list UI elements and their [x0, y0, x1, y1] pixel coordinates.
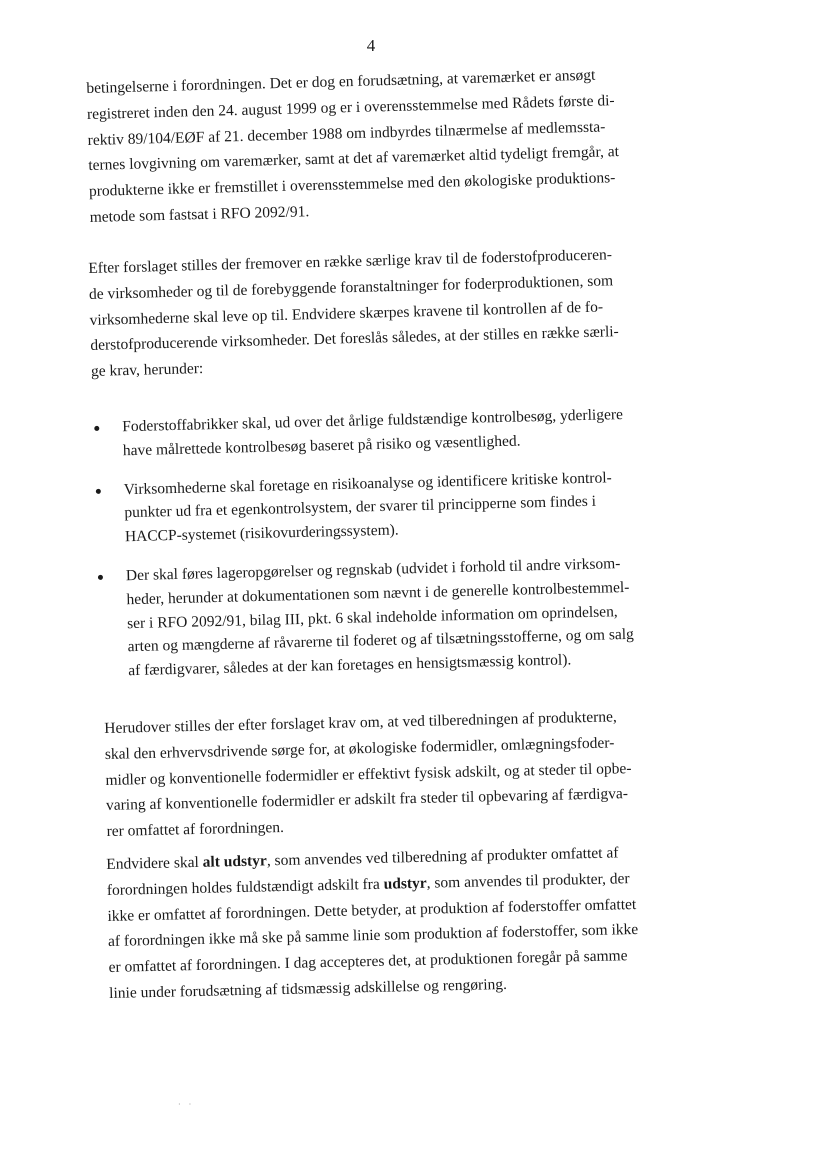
bullet-item [96, 552, 635, 684]
text-line: ternes lovgivning om varemærker, samt at det af varemærket altid tydeligt fremgår, at [88, 143, 620, 175]
text-line: rektiv 89/104/EØF af 21. december 1988 om indbyrdes tilnærmelse af medlemssta- [87, 118, 606, 149]
paragraph-equipment-separation [106, 840, 640, 1007]
text-line: Foderstoffabrikker skal, ud over det årlige fuldstændige kontrolbesøg, yderligere [122, 406, 624, 436]
text-line: derstofproducerende virksomheder. Det foreslås således, at der stilles en række særli- [90, 323, 619, 355]
bullet-icon [96, 488, 101, 493]
text-line: Virksomhederne skal foretage en risikoanalyse og identificere kritiske kontrol- [123, 468, 612, 498]
text-line: Efter forslaget stilles der fremover en række særlige krav til de foderstofproduceren- [88, 246, 613, 277]
text-line: punkter ud fra et egenkontrolsystem, der svarer til principperne som findes i [124, 493, 597, 522]
text-line: ikke er omfattet af forordningen. Dette betyder, at produktion af foderstoffer omfattet [107, 895, 637, 925]
bullet-item [94, 465, 632, 549]
text-line: virksomhederne skal leve op til. Endvidere skærpes kravene til kontrollen af de fo- [89, 298, 604, 329]
text-line: rer omfattet af forordningen. [106, 819, 285, 841]
text-line: varing af konventionelle fodermidler er adskilt fra steder til opbevaring af færdigva- [105, 785, 629, 815]
text-line: Endvidere skal alt udstyr, som anvendes ved tilberedning af produkter omfattet af [106, 844, 619, 873]
text-line: skal den erhvervsdrivende sørge for, at økologiske fodermidler, omlægningsfoder- [104, 734, 615, 763]
text-line: forordningen holdes fuldstændigt adskilt fra udstyr, som anvendes til produkter, der [106, 869, 630, 899]
text-line: af forordningen ikke må ske på samme linie som produktion af foderstoffer, som ikke [107, 921, 639, 951]
text-line: Der skal føres lageropgørelser og regnskab (udvidet i forhold til andre virksom- [125, 555, 621, 585]
text-line: linie under forudsætning af tidsmæssig adskillelse og rengøring. [109, 975, 508, 1002]
bold-term: udstyr [383, 874, 427, 893]
text-line: HACCP-systemet (risikovurderingssystem). [124, 521, 399, 546]
text-line: betingelserne i forordningen. Det er dog en forudsætning, at varemærket er ansøgt [86, 66, 596, 97]
text-line: Herudover stilles der efter forslaget krav om, at ved tilberedningen af produkterne, [104, 708, 617, 737]
text-line: registreret inden den 24. august 1999 og er i overensstemmelse med Rådets første di- [86, 91, 615, 123]
text-line: midler og konventionelle fodermidler er effektivt fysisk adskilt, og at steder til opbe- [105, 759, 632, 789]
bold-term: alt udstyr [202, 852, 268, 871]
page-number: 4 [366, 36, 376, 55]
text-line: arten og mængderne af råvarerne til foderet og af tilsætningsstofferne, og om salg [127, 626, 635, 656]
paragraph-feed-producer-requirements [88, 242, 620, 385]
text-line: af færdigvarer, således at der kan foretages en hensigtsmæssig kontrol). [128, 651, 572, 680]
bullet-icon [94, 426, 99, 431]
text-line: ge krav, herunder: [90, 360, 204, 381]
text-line: metode som fastsat i RFO 2092/91. [89, 203, 310, 226]
text-line: produkterne ikke er fremstillet i overensstemmelse med den økologiske produktions- [88, 169, 616, 201]
paragraph-trademark-conditions [86, 62, 621, 231]
text-line: de virksomheder og til de forebyggende foranstaltninger for foderproduktionen, som [88, 272, 614, 303]
text-line: er omfattet af forordningen. I dag accepteres det, at produktionen foregår på samme [108, 947, 628, 977]
requirements-bullet-list [92, 403, 635, 699]
text-line: have målrettede kontrolbesøg baseret på risiko og væsentlighed. [122, 432, 521, 460]
text-line: heder, herunder at dokumentationen som nævnt i de generelle kontrolbestemmel- [126, 578, 630, 608]
scan-speck: · · [178, 1100, 195, 1109]
text-line: ser i RFO 2092/91, bilag III, pkt. 6 skal indeholde information om oprindelsen, [126, 602, 618, 632]
bullet-item [92, 403, 629, 464]
paragraph-physical-separation [104, 704, 633, 845]
bullet-icon [98, 575, 103, 580]
